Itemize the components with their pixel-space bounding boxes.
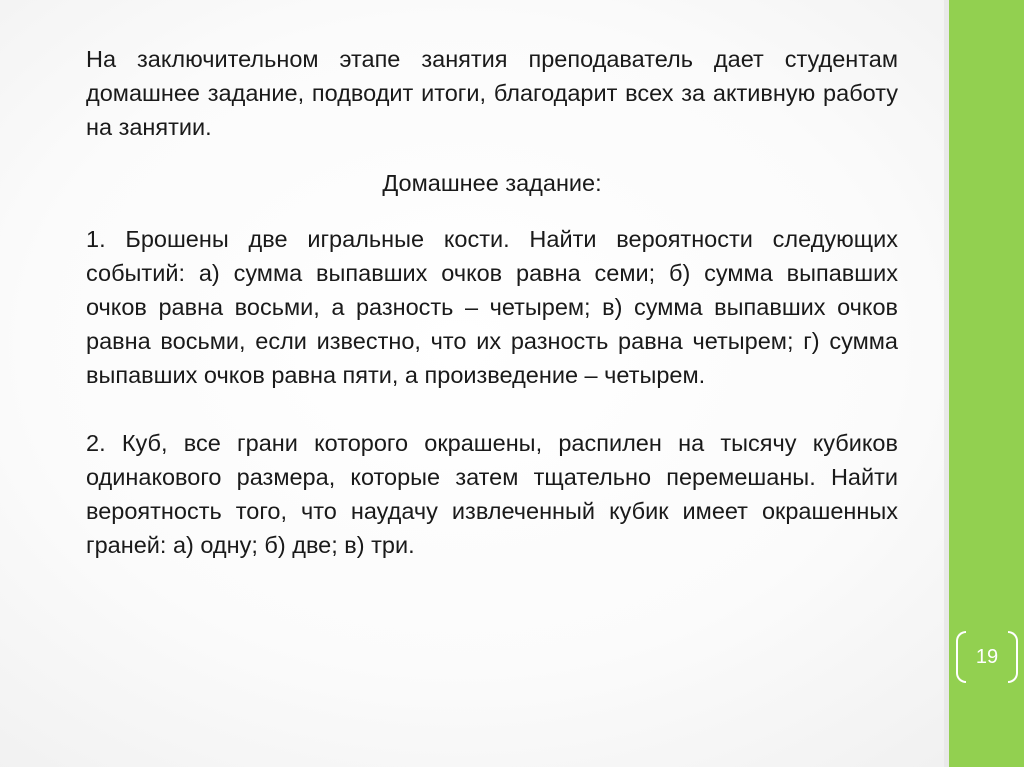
intro-paragraph: На заключительном этапе занятия преподаватель дает студентам домашнее задание, подводит итоги, благодарит всех за активную работу на занятии. (86, 46, 898, 140)
page-number-badge (956, 631, 1018, 683)
page-number: 19 (975, 646, 999, 668)
task-2-paragraph: 2. Куб, все грани которого окрашены, распилен на тысячу кубиков одинакового размера, которые затем тщательно перемешаны. Найти вероятность того, что наудачу извлеченный кубик имеет окрашенных граней: а) одну; б) две; в) три. (86, 430, 898, 558)
task-1-paragraph: 1. Брошены две игральные кости. Найти вероятности следующих событий: а) сумма выпавших очков равна семи; б) сумма выпавших очков равна восьми, а разность – четырем; в) сумма выпавших очков равна восьми, если известно, что их разность равна четырем; г) сумма выпавших очков равна пяти, а произведение – четырем. (86, 226, 898, 388)
right-bracket-icon (1008, 631, 1018, 683)
homework-heading: Домашнее задание: (382, 170, 602, 196)
slide-content (86, 42, 898, 562)
